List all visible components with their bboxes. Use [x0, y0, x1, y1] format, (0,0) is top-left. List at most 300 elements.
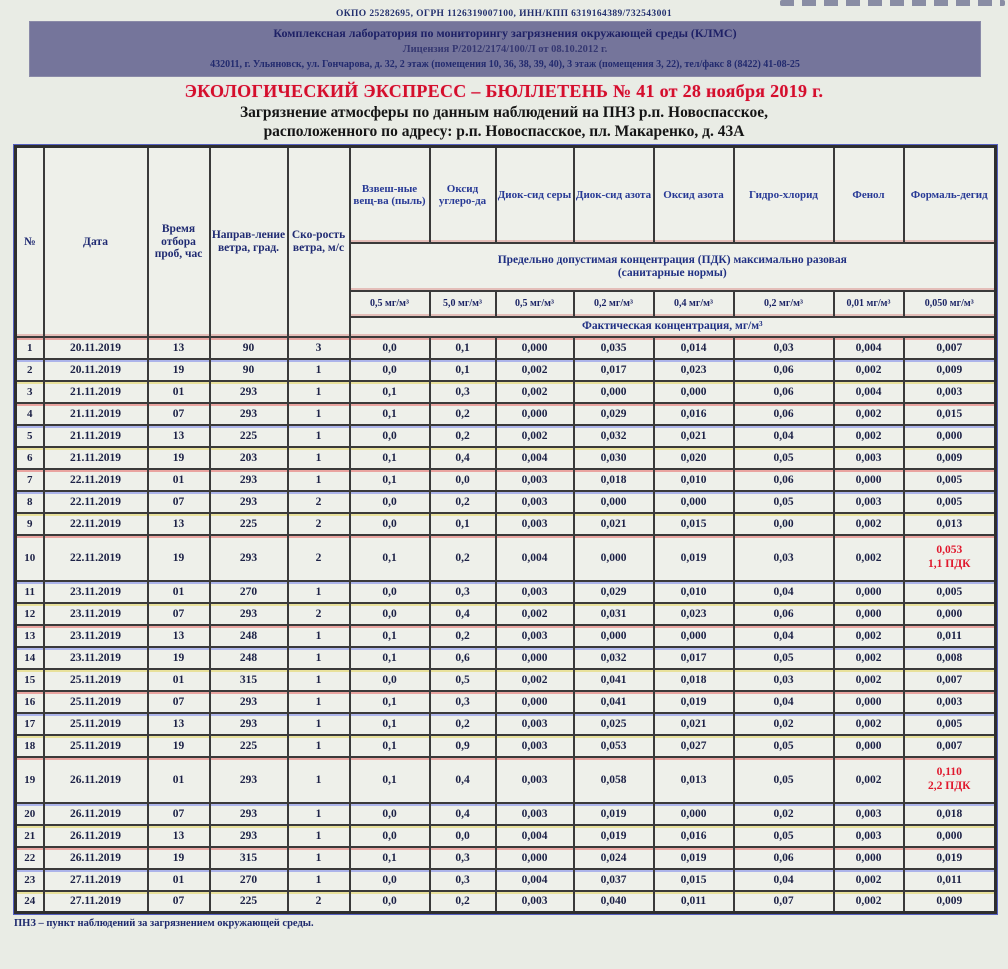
- row-number: 4: [16, 403, 44, 425]
- table-body: [16, 337, 996, 913]
- value-cell: 293: [210, 825, 288, 847]
- value-cell: 0,0: [350, 603, 430, 625]
- value-cell: 1: [288, 803, 350, 825]
- value-cell: 0,004: [496, 447, 574, 469]
- value-cell: 1: [288, 625, 350, 647]
- table-row: [16, 491, 996, 513]
- pdk-limit-value: 0,5 мг/м³: [496, 291, 574, 317]
- table-row: [16, 825, 996, 847]
- value-cell: 0,2: [430, 713, 496, 735]
- pollutant-header-row: [16, 147, 996, 243]
- laboratory-banner: [30, 22, 980, 76]
- value-cell: 293: [210, 757, 288, 803]
- value-cell: 0,000: [496, 337, 574, 359]
- value-cell: 0,3: [430, 381, 496, 403]
- alert-value-line: 2,2 ПДК: [928, 779, 971, 792]
- row-number: 13: [16, 625, 44, 647]
- value-cell: 13: [148, 625, 210, 647]
- column-header-meta: Дата: [44, 147, 148, 337]
- value-cell: 0,00: [734, 513, 834, 535]
- value-cell: 0,018: [654, 669, 734, 691]
- value-cell: 0,017: [654, 647, 734, 669]
- value-cell: 0,002: [834, 757, 904, 803]
- date-cell: 22.11.2019: [44, 535, 148, 581]
- value-cell: 203: [210, 447, 288, 469]
- value-cell: 0,002: [834, 869, 904, 891]
- value-cell: 0,019: [904, 847, 996, 869]
- value-cell: 0,041: [574, 669, 654, 691]
- column-header-meta: Направ-ление ветра, град.: [210, 147, 288, 337]
- value-cell: 0,014: [654, 337, 734, 359]
- row-number: 5: [16, 425, 44, 447]
- date-cell: 20.11.2019: [44, 359, 148, 381]
- value-cell: 0,1: [350, 447, 430, 469]
- value-cell: 0,000: [574, 381, 654, 403]
- date-cell: 23.11.2019: [44, 603, 148, 625]
- value-cell: 315: [210, 669, 288, 691]
- value-cell: 0,023: [654, 603, 734, 625]
- pdk-limit-value: 0,2 мг/м³: [734, 291, 834, 317]
- row-number: 7: [16, 469, 44, 491]
- table-row: [16, 891, 996, 913]
- table-row: [16, 691, 996, 713]
- alert-value-line: 0,110: [936, 766, 962, 779]
- value-cell: 0,0: [350, 359, 430, 381]
- value-cell: 1: [288, 359, 350, 381]
- value-cell: 1: [288, 447, 350, 469]
- row-number: 20: [16, 803, 44, 825]
- value-cell: 0,002: [834, 359, 904, 381]
- value-cell: 0,1: [430, 359, 496, 381]
- row-number: 2: [16, 359, 44, 381]
- value-cell: 0,000: [834, 603, 904, 625]
- table-row: [16, 847, 996, 869]
- value-cell: 2: [288, 491, 350, 513]
- row-number: 23: [16, 869, 44, 891]
- value-cell: 0,037: [574, 869, 654, 891]
- value-cell: 0,003: [496, 469, 574, 491]
- value-cell: 0,2: [430, 535, 496, 581]
- value-cell: 0,002: [496, 425, 574, 447]
- table-row: [16, 359, 996, 381]
- value-cell: 07: [148, 803, 210, 825]
- value-cell: 0,1: [350, 381, 430, 403]
- table-row: [16, 735, 996, 757]
- value-cell: 0,1: [430, 337, 496, 359]
- value-cell: 0,1: [350, 757, 430, 803]
- value-cell: 01: [148, 869, 210, 891]
- value-cell: 0,06: [734, 847, 834, 869]
- column-header-pollutant: Диок-сид азота: [574, 147, 654, 243]
- row-number: 15: [16, 669, 44, 691]
- value-cell: 0,000: [496, 403, 574, 425]
- value-cell: 1: [288, 581, 350, 603]
- column-header-pollutant: Фенол: [834, 147, 904, 243]
- value-cell: 1: [288, 381, 350, 403]
- actual-concentration-caption: Фактическая концентрация, мг/м³: [350, 317, 996, 337]
- value-cell: 1: [288, 669, 350, 691]
- value-cell: 1: [288, 647, 350, 669]
- subtitle-line-2: расположенного по адресу: р.п. Новоспасское, пл. Макаренко, д. 43А: [263, 122, 745, 140]
- date-cell: 22.11.2019: [44, 491, 148, 513]
- value-cell: 0,002: [496, 381, 574, 403]
- date-cell: 27.11.2019: [44, 869, 148, 891]
- registration-codes-line: ОКПО 25282695, ОГРН 1126319007100, ИНН/КПП 6319164389/732543001: [335, 9, 673, 19]
- value-cell: 0,04: [734, 581, 834, 603]
- column-header-meta: №: [16, 147, 44, 337]
- value-cell: 315: [210, 847, 288, 869]
- value-cell: [904, 757, 996, 803]
- value-cell: 13: [148, 425, 210, 447]
- date-cell: 22.11.2019: [44, 469, 148, 491]
- pdk-caption-cell: [350, 243, 996, 291]
- value-cell: 0,0: [350, 803, 430, 825]
- row-number: 17: [16, 713, 44, 735]
- value-cell: 0,002: [834, 403, 904, 425]
- value-cell: 0,05: [734, 735, 834, 757]
- value-cell: 0,000: [496, 647, 574, 669]
- pdk-limit-value: 0,5 мг/м³: [350, 291, 430, 317]
- value-cell: 0,1: [350, 647, 430, 669]
- row-number: 3: [16, 381, 44, 403]
- value-cell: 0,025: [574, 713, 654, 735]
- alert-value-line: 1,1 ПДК: [928, 557, 971, 570]
- value-cell: 248: [210, 647, 288, 669]
- value-cell: 0,024: [574, 847, 654, 869]
- column-header-pollutant: Взвеш-ные вещ-ва (пыль): [350, 147, 430, 243]
- pdk-limit-value: 0,2 мг/м³: [574, 291, 654, 317]
- value-cell: 0,1: [350, 403, 430, 425]
- value-cell: 0,004: [496, 869, 574, 891]
- date-cell: 26.11.2019: [44, 847, 148, 869]
- table-header: [16, 147, 996, 337]
- value-cell: 0,009: [904, 891, 996, 913]
- value-cell: 0,010: [654, 469, 734, 491]
- date-cell: 27.11.2019: [44, 891, 148, 913]
- value-cell: 1: [288, 469, 350, 491]
- row-number: 9: [16, 513, 44, 535]
- value-cell: 0,05: [734, 825, 834, 847]
- value-cell: 0,0: [350, 891, 430, 913]
- value-cell: 0,004: [496, 535, 574, 581]
- value-cell: 01: [148, 581, 210, 603]
- value-cell: 0,3: [430, 691, 496, 713]
- value-cell: 0,003: [496, 891, 574, 913]
- value-cell: 0,4: [430, 757, 496, 803]
- value-cell: 0,000: [904, 825, 996, 847]
- row-number: 18: [16, 735, 44, 757]
- value-cell: 0,9: [430, 735, 496, 757]
- value-cell: 0,3: [430, 869, 496, 891]
- value-cell: 2: [288, 891, 350, 913]
- date-cell: 21.11.2019: [44, 447, 148, 469]
- value-cell: 0,053: [574, 735, 654, 757]
- value-cell: 0,4: [430, 447, 496, 469]
- row-number: 19: [16, 757, 44, 803]
- value-cell: 0,3: [430, 847, 496, 869]
- value-cell: 0,1: [350, 625, 430, 647]
- value-cell: [904, 535, 996, 581]
- value-cell: 0,003: [834, 491, 904, 513]
- value-cell: 0,003: [496, 491, 574, 513]
- value-cell: 01: [148, 757, 210, 803]
- value-cell: 0,2: [430, 403, 496, 425]
- value-cell: 0,003: [496, 581, 574, 603]
- value-cell: 0,04: [734, 625, 834, 647]
- table-row: [16, 425, 996, 447]
- value-cell: 0,000: [904, 425, 996, 447]
- date-cell: 26.11.2019: [44, 757, 148, 803]
- value-cell: 0,02: [734, 803, 834, 825]
- value-cell: 0,06: [734, 469, 834, 491]
- value-cell: 1: [288, 825, 350, 847]
- value-cell: 0,06: [734, 381, 834, 403]
- table-row: [16, 647, 996, 669]
- value-cell: 0,019: [654, 847, 734, 869]
- value-cell: 13: [148, 513, 210, 535]
- value-cell: 1: [288, 425, 350, 447]
- value-cell: 19: [148, 535, 210, 581]
- column-header-meta: Ско-рость ветра, м/с: [288, 147, 350, 337]
- value-cell: 0,000: [654, 491, 734, 513]
- value-cell: 0,005: [904, 491, 996, 513]
- value-cell: 0,002: [496, 669, 574, 691]
- value-cell: 01: [148, 469, 210, 491]
- value-cell: 225: [210, 425, 288, 447]
- value-cell: 0,041: [574, 691, 654, 713]
- value-cell: 0,016: [654, 403, 734, 425]
- value-cell: 01: [148, 669, 210, 691]
- pdk-limit-value: 0,050 мг/м³: [904, 291, 996, 317]
- value-cell: 01: [148, 381, 210, 403]
- value-cell: 0,5: [430, 669, 496, 691]
- value-cell: 0,000: [574, 535, 654, 581]
- date-cell: 23.11.2019: [44, 581, 148, 603]
- license-line: Лицензия Р/2012/2174/100/Л от 08.10.2012 г.: [402, 44, 608, 55]
- value-cell: 13: [148, 713, 210, 735]
- date-cell: 25.11.2019: [44, 713, 148, 735]
- value-cell: 0,011: [904, 625, 996, 647]
- value-cell: 0,003: [904, 691, 996, 713]
- pdk-caption-line-2: (санитарные нормы): [617, 266, 727, 279]
- pdk-limit-value: 0,01 мг/м³: [834, 291, 904, 317]
- value-cell: 0,1: [430, 513, 496, 535]
- laboratory-name: Комплексная лаборатория по мониторингу загрязнения окружающей среды (КЛМС): [273, 26, 737, 40]
- value-cell: 0,030: [574, 447, 654, 469]
- row-number: 10: [16, 535, 44, 581]
- value-cell: 0,0: [430, 825, 496, 847]
- table-row: [16, 713, 996, 735]
- column-header-pollutant: Оксид азота: [654, 147, 734, 243]
- value-cell: 0,008: [904, 647, 996, 669]
- value-cell: 0,007: [904, 669, 996, 691]
- value-cell: 0,021: [654, 713, 734, 735]
- row-number: 24: [16, 891, 44, 913]
- value-cell: 0,019: [574, 825, 654, 847]
- value-cell: 0,031: [574, 603, 654, 625]
- cropped-text-fragment: [780, 0, 1005, 6]
- date-cell: 23.11.2019: [44, 625, 148, 647]
- value-cell: 0,019: [574, 803, 654, 825]
- value-cell: 0,1: [350, 735, 430, 757]
- value-cell: 0,020: [654, 447, 734, 469]
- value-cell: 07: [148, 891, 210, 913]
- value-cell: 0,004: [834, 381, 904, 403]
- value-cell: 0,0: [350, 581, 430, 603]
- value-cell: 19: [148, 359, 210, 381]
- value-cell: 0,003: [496, 735, 574, 757]
- value-cell: 0,007: [904, 337, 996, 359]
- value-cell: 0,027: [654, 735, 734, 757]
- value-cell: 0,04: [734, 425, 834, 447]
- subtitle-line-1: Загрязнение атмосферы по данным наблюдений на ПНЗ р.п. Новоспасское,: [239, 104, 769, 121]
- value-cell: 0,05: [734, 491, 834, 513]
- table-row: [16, 669, 996, 691]
- table-row: [16, 581, 996, 603]
- address-line: 432011, г. Ульяновск, ул. Гончарова, д. 32, 2 этаж (помещения 10, 36, 38, 39, 40), 3 этаж (помещения 3, 22), тел/факс 8 (8422) 41-08-25: [210, 59, 800, 70]
- value-cell: 0,002: [834, 669, 904, 691]
- value-cell: 0,002: [834, 625, 904, 647]
- table-row: [16, 625, 996, 647]
- value-cell: 0,016: [654, 825, 734, 847]
- value-cell: 0,002: [834, 535, 904, 581]
- value-cell: 0,1: [350, 713, 430, 735]
- date-cell: 21.11.2019: [44, 381, 148, 403]
- row-number: 1: [16, 337, 44, 359]
- bulletin-title: ЭКОЛОГИЧЕСКИЙ ЭКСПРЕСС – БЮЛЛЕТЕНЬ № 41 от 28 ноября 2019 г.: [184, 81, 824, 101]
- value-cell: 0,2: [430, 491, 496, 513]
- value-cell: 0,000: [574, 625, 654, 647]
- row-number: 14: [16, 647, 44, 669]
- value-cell: 0,0: [350, 337, 430, 359]
- row-number: 11: [16, 581, 44, 603]
- value-cell: 0,029: [574, 581, 654, 603]
- value-cell: 0,003: [904, 381, 996, 403]
- date-cell: 22.11.2019: [44, 513, 148, 535]
- value-cell: 0,1: [350, 691, 430, 713]
- value-cell: 0,023: [654, 359, 734, 381]
- date-cell: 25.11.2019: [44, 691, 148, 713]
- value-cell: 0,1: [350, 469, 430, 491]
- value-cell: 293: [210, 381, 288, 403]
- value-cell: 0,004: [496, 825, 574, 847]
- table-row: [16, 337, 996, 359]
- value-cell: 0,058: [574, 757, 654, 803]
- value-cell: 0,015: [904, 403, 996, 425]
- value-cell: 0,0: [350, 669, 430, 691]
- value-cell: 0,06: [734, 603, 834, 625]
- value-cell: 1: [288, 847, 350, 869]
- value-cell: 225: [210, 513, 288, 535]
- value-cell: 293: [210, 403, 288, 425]
- pdk-caption-line-1: Предельно допустимая концентрация (ПДК) максимально разовая: [497, 253, 847, 266]
- value-cell: 0,06: [734, 403, 834, 425]
- value-cell: 0,003: [496, 803, 574, 825]
- value-cell: 0,002: [834, 513, 904, 535]
- value-cell: 0,003: [496, 757, 574, 803]
- value-cell: 0,015: [654, 513, 734, 535]
- value-cell: 0,013: [654, 757, 734, 803]
- value-cell: 225: [210, 735, 288, 757]
- date-cell: 20.11.2019: [44, 337, 148, 359]
- value-cell: 0,013: [904, 513, 996, 535]
- value-cell: 19: [148, 647, 210, 669]
- value-cell: 0,018: [574, 469, 654, 491]
- value-cell: 0,009: [904, 359, 996, 381]
- pdk-limit-value: 5,0 мг/м³: [430, 291, 496, 317]
- date-cell: 21.11.2019: [44, 425, 148, 447]
- value-cell: 0,003: [834, 803, 904, 825]
- value-cell: 0,03: [734, 669, 834, 691]
- value-cell: 0,007: [904, 735, 996, 757]
- value-cell: 0,002: [834, 647, 904, 669]
- value-cell: 0,002: [496, 359, 574, 381]
- value-cell: 13: [148, 825, 210, 847]
- value-cell: 0,005: [904, 713, 996, 735]
- value-cell: 0,005: [904, 469, 996, 491]
- column-header-pollutant: Диок-сид серы: [496, 147, 574, 243]
- value-cell: 0,003: [834, 825, 904, 847]
- value-cell: 1: [288, 735, 350, 757]
- date-cell: 26.11.2019: [44, 803, 148, 825]
- value-cell: 0,011: [654, 891, 734, 913]
- table-row: [16, 447, 996, 469]
- value-cell: 0,05: [734, 647, 834, 669]
- value-cell: 0,032: [574, 425, 654, 447]
- value-cell: 0,2: [430, 891, 496, 913]
- value-cell: 0,019: [654, 691, 734, 713]
- value-cell: 0,005: [904, 581, 996, 603]
- value-cell: 0,0: [350, 869, 430, 891]
- value-cell: 0,3: [430, 581, 496, 603]
- value-cell: 19: [148, 847, 210, 869]
- date-cell: 21.11.2019: [44, 403, 148, 425]
- value-cell: 0,000: [574, 491, 654, 513]
- value-cell: 270: [210, 581, 288, 603]
- value-cell: 3: [288, 337, 350, 359]
- value-cell: 293: [210, 603, 288, 625]
- value-cell: 1: [288, 713, 350, 735]
- value-cell: 2: [288, 603, 350, 625]
- date-cell: 26.11.2019: [44, 825, 148, 847]
- value-cell: 0,010: [654, 581, 734, 603]
- value-cell: 248: [210, 625, 288, 647]
- value-cell: 0,000: [496, 691, 574, 713]
- value-cell: 0,000: [834, 691, 904, 713]
- value-cell: 0,05: [734, 447, 834, 469]
- value-cell: 07: [148, 403, 210, 425]
- value-cell: 0,019: [654, 535, 734, 581]
- value-cell: 0,000: [834, 581, 904, 603]
- date-cell: 25.11.2019: [44, 735, 148, 757]
- table-row: [16, 381, 996, 403]
- value-cell: 0,021: [654, 425, 734, 447]
- value-cell: 0,021: [574, 513, 654, 535]
- value-cell: 293: [210, 691, 288, 713]
- value-cell: 2: [288, 513, 350, 535]
- value-cell: 0,000: [904, 603, 996, 625]
- value-cell: 225: [210, 891, 288, 913]
- pdk-limit-value: 0,4 мг/м³: [654, 291, 734, 317]
- table-row: [16, 603, 996, 625]
- value-cell: 1: [288, 757, 350, 803]
- column-header-pollutant: Оксид углеро-да: [430, 147, 496, 243]
- value-cell: 0,002: [834, 713, 904, 735]
- footnote: ПНЗ – пункт наблюдений за загрязнением окружающей среды.: [14, 918, 314, 930]
- value-cell: 07: [148, 691, 210, 713]
- value-cell: 0,03: [734, 337, 834, 359]
- value-cell: 0,0: [350, 491, 430, 513]
